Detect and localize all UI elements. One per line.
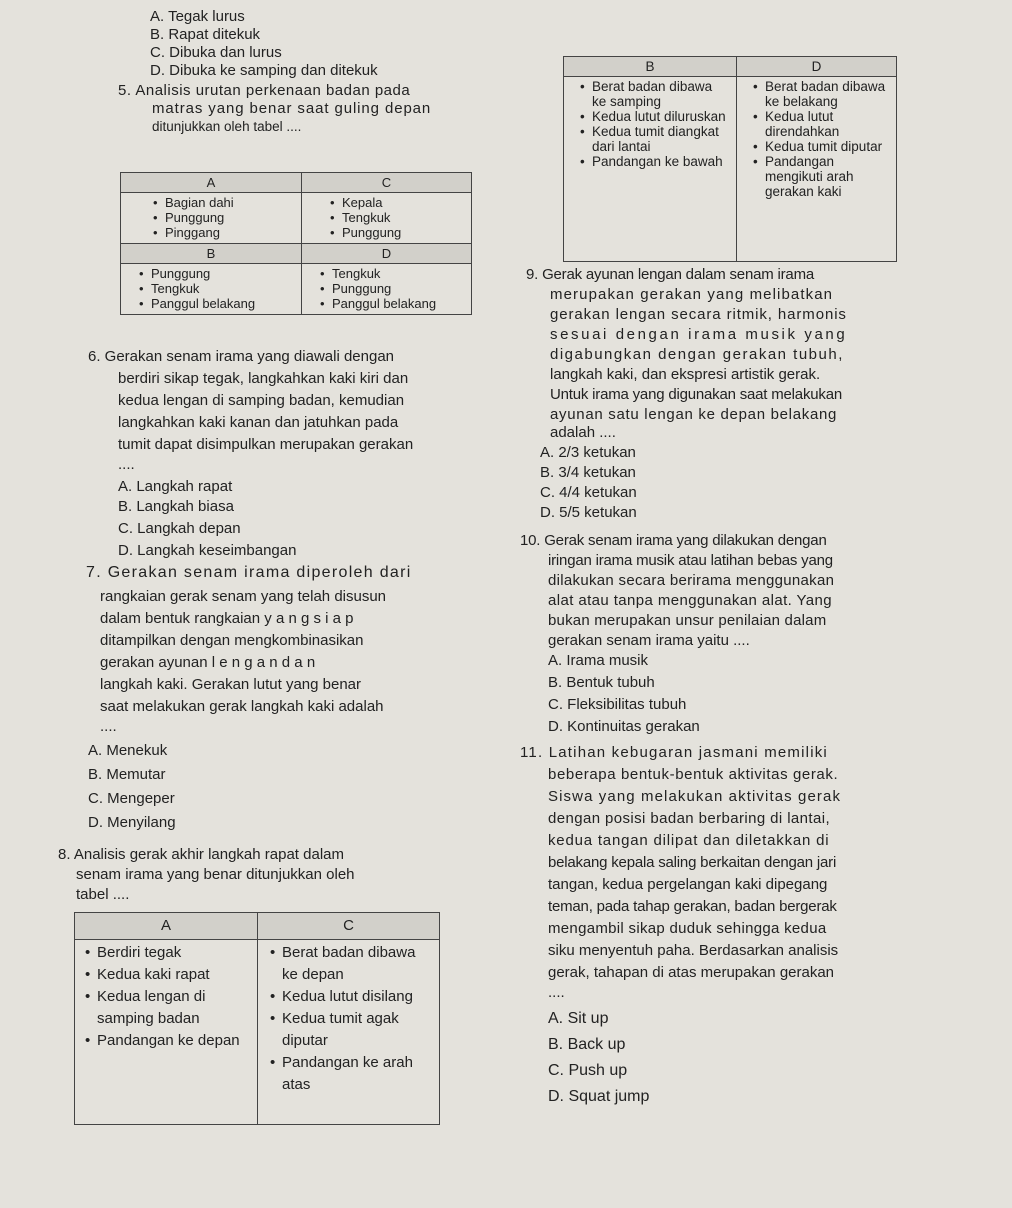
q11-option-b[interactable]: B. Back up <box>548 1036 626 1053</box>
q5-d-item: • Panggul belakang <box>332 296 465 311</box>
q5-col-b: B <box>121 244 302 264</box>
q7-option-c[interactable]: C. Mengeper <box>88 790 175 807</box>
q9-text-1: 9. Gerak ayunan lengan dalam senam irama <box>526 266 815 283</box>
q5-a-item: • Bagian dahi <box>165 195 295 210</box>
q7-text-6: langkah kaki. Gerakan lutut yang benar <box>100 676 361 693</box>
q8-a-item: • Kedua lengan di samping badan <box>97 986 251 1030</box>
q8-text-2: senam irama yang benar ditunjukkan oleh <box>76 866 355 883</box>
q4-option-b[interactable]: B. Rapat ditekuk <box>150 26 261 43</box>
q11-text-12: .... <box>548 984 565 1001</box>
q11-text-1: 11. Latihan kebugaran jasmani memiliki <box>520 744 828 761</box>
q8-c-item: • Pandangan ke arah atas <box>282 1052 433 1096</box>
q5-b-item: • Punggung <box>151 266 295 281</box>
q5-c-item: • Tengkuk <box>342 210 465 225</box>
q9-text-6: langkah kaki, dan ekspresi artistik gerak. <box>550 366 821 383</box>
q7-text-3: dalam bentuk rangkaian y a n g s i a p <box>100 610 354 627</box>
q5-d-item: • Tengkuk <box>332 266 465 281</box>
q7-text-5: gerakan ayunan l e n g a n d a n <box>100 654 316 671</box>
q5-text-1: 5. Analisis urutan perkenaan badan pada <box>118 82 411 99</box>
q6-option-b[interactable]: B. Langkah biasa <box>118 498 234 515</box>
q5-b-item: • Tengkuk <box>151 281 295 296</box>
right-table <box>563 56 897 262</box>
q7-text-4: ditampilkan dengan mengkombinasikan <box>100 632 364 649</box>
right-b-item: • Kedua tumit diangkat dari lantai <box>592 124 730 154</box>
q10-text-5: bukan merupakan unsur penilaian dalam <box>548 612 827 629</box>
q9-text-5: digabungkan dengan gerakan tubuh, <box>550 346 844 363</box>
q6-option-c[interactable]: C. Langkah depan <box>118 520 241 537</box>
q11-text-10: siku menyentuh paha. Berdasarkan analisis <box>548 942 839 959</box>
q10-text-3: dilakukan secara berirama menggunakan <box>548 572 835 589</box>
q11-text-2: beberapa bentuk-bentuk aktivitas gerak. <box>548 766 839 783</box>
q7-text-2: rangkaian gerak senam yang telah disusun <box>100 588 387 605</box>
right-col-b: B <box>564 57 737 77</box>
right-b-item: • Pandangan ke bawah <box>592 154 730 169</box>
q8-cell-a[interactable] <box>75 940 258 1125</box>
q10-option-d[interactable]: D. Kontinuitas gerakan <box>548 718 700 735</box>
q11-text-3: Siswa yang melakukan aktivitas gerak <box>548 788 842 805</box>
q8-col-a: A <box>75 913 258 940</box>
q9-option-c[interactable]: C. 4/4 ketukan <box>540 484 637 501</box>
right-d-item: • Kedua lutut direndahkan <box>765 109 890 139</box>
q7-option-b[interactable]: B. Memutar <box>88 766 166 783</box>
q8-a-item: • Kedua kaki rapat <box>97 964 251 986</box>
q5-c-item: • Punggung <box>342 225 465 240</box>
q8-text-3: tabel .... <box>76 886 130 903</box>
right-col-d: D <box>737 57 897 77</box>
q8-table <box>74 912 440 1125</box>
q6-text-6: .... <box>118 456 135 473</box>
right-b-item: • Berat badan dibawa ke samping <box>592 79 730 109</box>
q11-option-d[interactable]: D. Squat jump <box>548 1088 650 1105</box>
q7-text-7: saat melakukan gerak langkah kaki adalah <box>100 698 384 715</box>
q8-col-c: C <box>258 913 440 940</box>
right-d-item: • Kedua tumit diputar <box>765 139 890 154</box>
q4-option-d[interactable]: D. Dibuka ke samping dan ditekuk <box>150 62 378 79</box>
q10-option-c[interactable]: C. Fleksibilitas tubuh <box>548 696 687 713</box>
q8-cell-c[interactable] <box>258 940 440 1125</box>
q9-text-9: adalah .... <box>550 424 616 441</box>
q11-text-9: mengambil sikap duduk sehingga kedua <box>548 920 827 937</box>
q9-option-d[interactable]: D. 5/5 ketukan <box>540 504 637 521</box>
q5-col-a: A <box>121 173 302 193</box>
q5-a-item: • Punggung <box>165 210 295 225</box>
right-cell-b[interactable] <box>564 77 737 262</box>
q5-cell-d[interactable] <box>302 264 472 315</box>
q5-d-item: • Punggung <box>332 281 465 296</box>
q9-text-3: gerakan lengan secara ritmik, harmonis <box>550 306 847 323</box>
q11-text-7: tangan, kedua pergelangan kaki dipegang <box>548 876 828 893</box>
q10-text-6: gerakan senam irama yaitu .... <box>548 632 750 649</box>
q5-table <box>120 172 472 315</box>
q5-cell-c[interactable] <box>302 193 472 244</box>
q5-cell-a[interactable] <box>121 193 302 244</box>
q5-text-2: matras yang benar saat guling depan <box>152 100 432 117</box>
q6-text-4: langkahkan kaki kanan dan jatuhkan pada <box>118 414 399 431</box>
q7-text-8: .... <box>100 718 117 735</box>
q7-option-d[interactable]: D. Menyilang <box>88 814 176 831</box>
q4-option-c[interactable]: C. Dibuka dan lurus <box>150 44 282 61</box>
right-b-item: • Kedua lutut diluruskan <box>592 109 730 124</box>
q9-text-8: ayunan satu lengan ke depan belakang <box>550 406 838 423</box>
q5-cell-b[interactable] <box>121 264 302 315</box>
q8-c-item: • Kedua tumit agak diputar <box>282 1008 433 1052</box>
q11-text-8: teman, pada tahap gerakan, badan bergerak <box>548 898 837 915</box>
q8-a-item: • Pandangan ke depan <box>97 1030 251 1052</box>
q9-text-7: Untuk irama yang digunakan saat melakukan <box>550 386 842 403</box>
q11-text-6: belakang kepala saling berkaitan dengan jari <box>548 854 837 871</box>
q4-option-a[interactable]: A. Tegak lurus <box>150 8 245 25</box>
q5-col-c: C <box>302 173 472 193</box>
q8-a-item: • Berdiri tegak <box>97 942 251 964</box>
q6-text-2: berdiri sikap tegak, langkahkan kaki kiri dan <box>118 370 409 387</box>
right-cell-d[interactable] <box>737 77 897 262</box>
q7-text-1: 7. Gerakan senam irama diperoleh dari <box>86 564 412 581</box>
q10-text-4: alat atau tanpa menggunakan alat. Yang <box>548 592 833 609</box>
q5-col-d: D <box>302 244 472 264</box>
q11-option-a[interactable]: A. Sit up <box>548 1010 609 1027</box>
right-d-item: • Pandangan mengikuti arah gerakan kaki <box>765 154 890 199</box>
q6-option-d[interactable]: D. Langkah keseimbangan <box>118 542 297 559</box>
q10-text-1: 10. Gerak senam irama yang dilakukan dengan <box>520 532 827 549</box>
right-d-item: • Berat badan dibawa ke belakang <box>765 79 890 109</box>
q5-text-3: ditunjukkan oleh tabel .... <box>152 119 302 134</box>
q11-text-4: dengan posisi badan berbaring di lantai, <box>548 810 831 827</box>
q8-c-item: • Kedua lutut disilang <box>282 986 433 1008</box>
q5-b-item: • Panggul belakang <box>151 296 295 311</box>
q11-text-5: kedua tangan dilipat dan diletakkan di <box>548 832 830 849</box>
q6-text-5: tumit dapat disimpulkan merupakan gerakan <box>118 436 414 453</box>
q5-a-item: • Pinggang <box>165 225 295 240</box>
q6-option-a[interactable]: A. Langkah rapat <box>118 478 233 495</box>
q8-text-1: 8. Analisis gerak akhir langkah rapat dalam <box>58 846 344 863</box>
q9-option-b[interactable]: B. 3/4 ketukan <box>540 464 636 481</box>
q6-text-1: 6. Gerakan senam irama yang diawali dengan <box>88 348 395 365</box>
q7-option-a[interactable]: A. Menekuk <box>88 742 168 759</box>
q9-text-2: merupakan gerakan yang melibatkan <box>550 286 834 303</box>
q10-text-2: iringan irama musik atau latihan bebas yang <box>548 552 833 569</box>
q9-text-4: sesuai dengan irama musik yang <box>550 326 848 343</box>
q10-option-a[interactable]: A. Irama musik <box>548 652 649 669</box>
q6-text-3: kedua lengan di samping badan, kemudian <box>118 392 405 409</box>
q8-c-item: • Berat badan dibawa ke depan <box>282 942 433 986</box>
q5-c-item: • Kepala <box>342 195 465 210</box>
q10-option-b[interactable]: B. Bentuk tubuh <box>548 674 655 691</box>
q11-option-c[interactable]: C. Push up <box>548 1062 628 1079</box>
q11-text-11: gerak, tahapan di atas merupakan gerakan <box>548 964 835 981</box>
q9-option-a[interactable]: A. 2/3 ketukan <box>540 444 636 461</box>
